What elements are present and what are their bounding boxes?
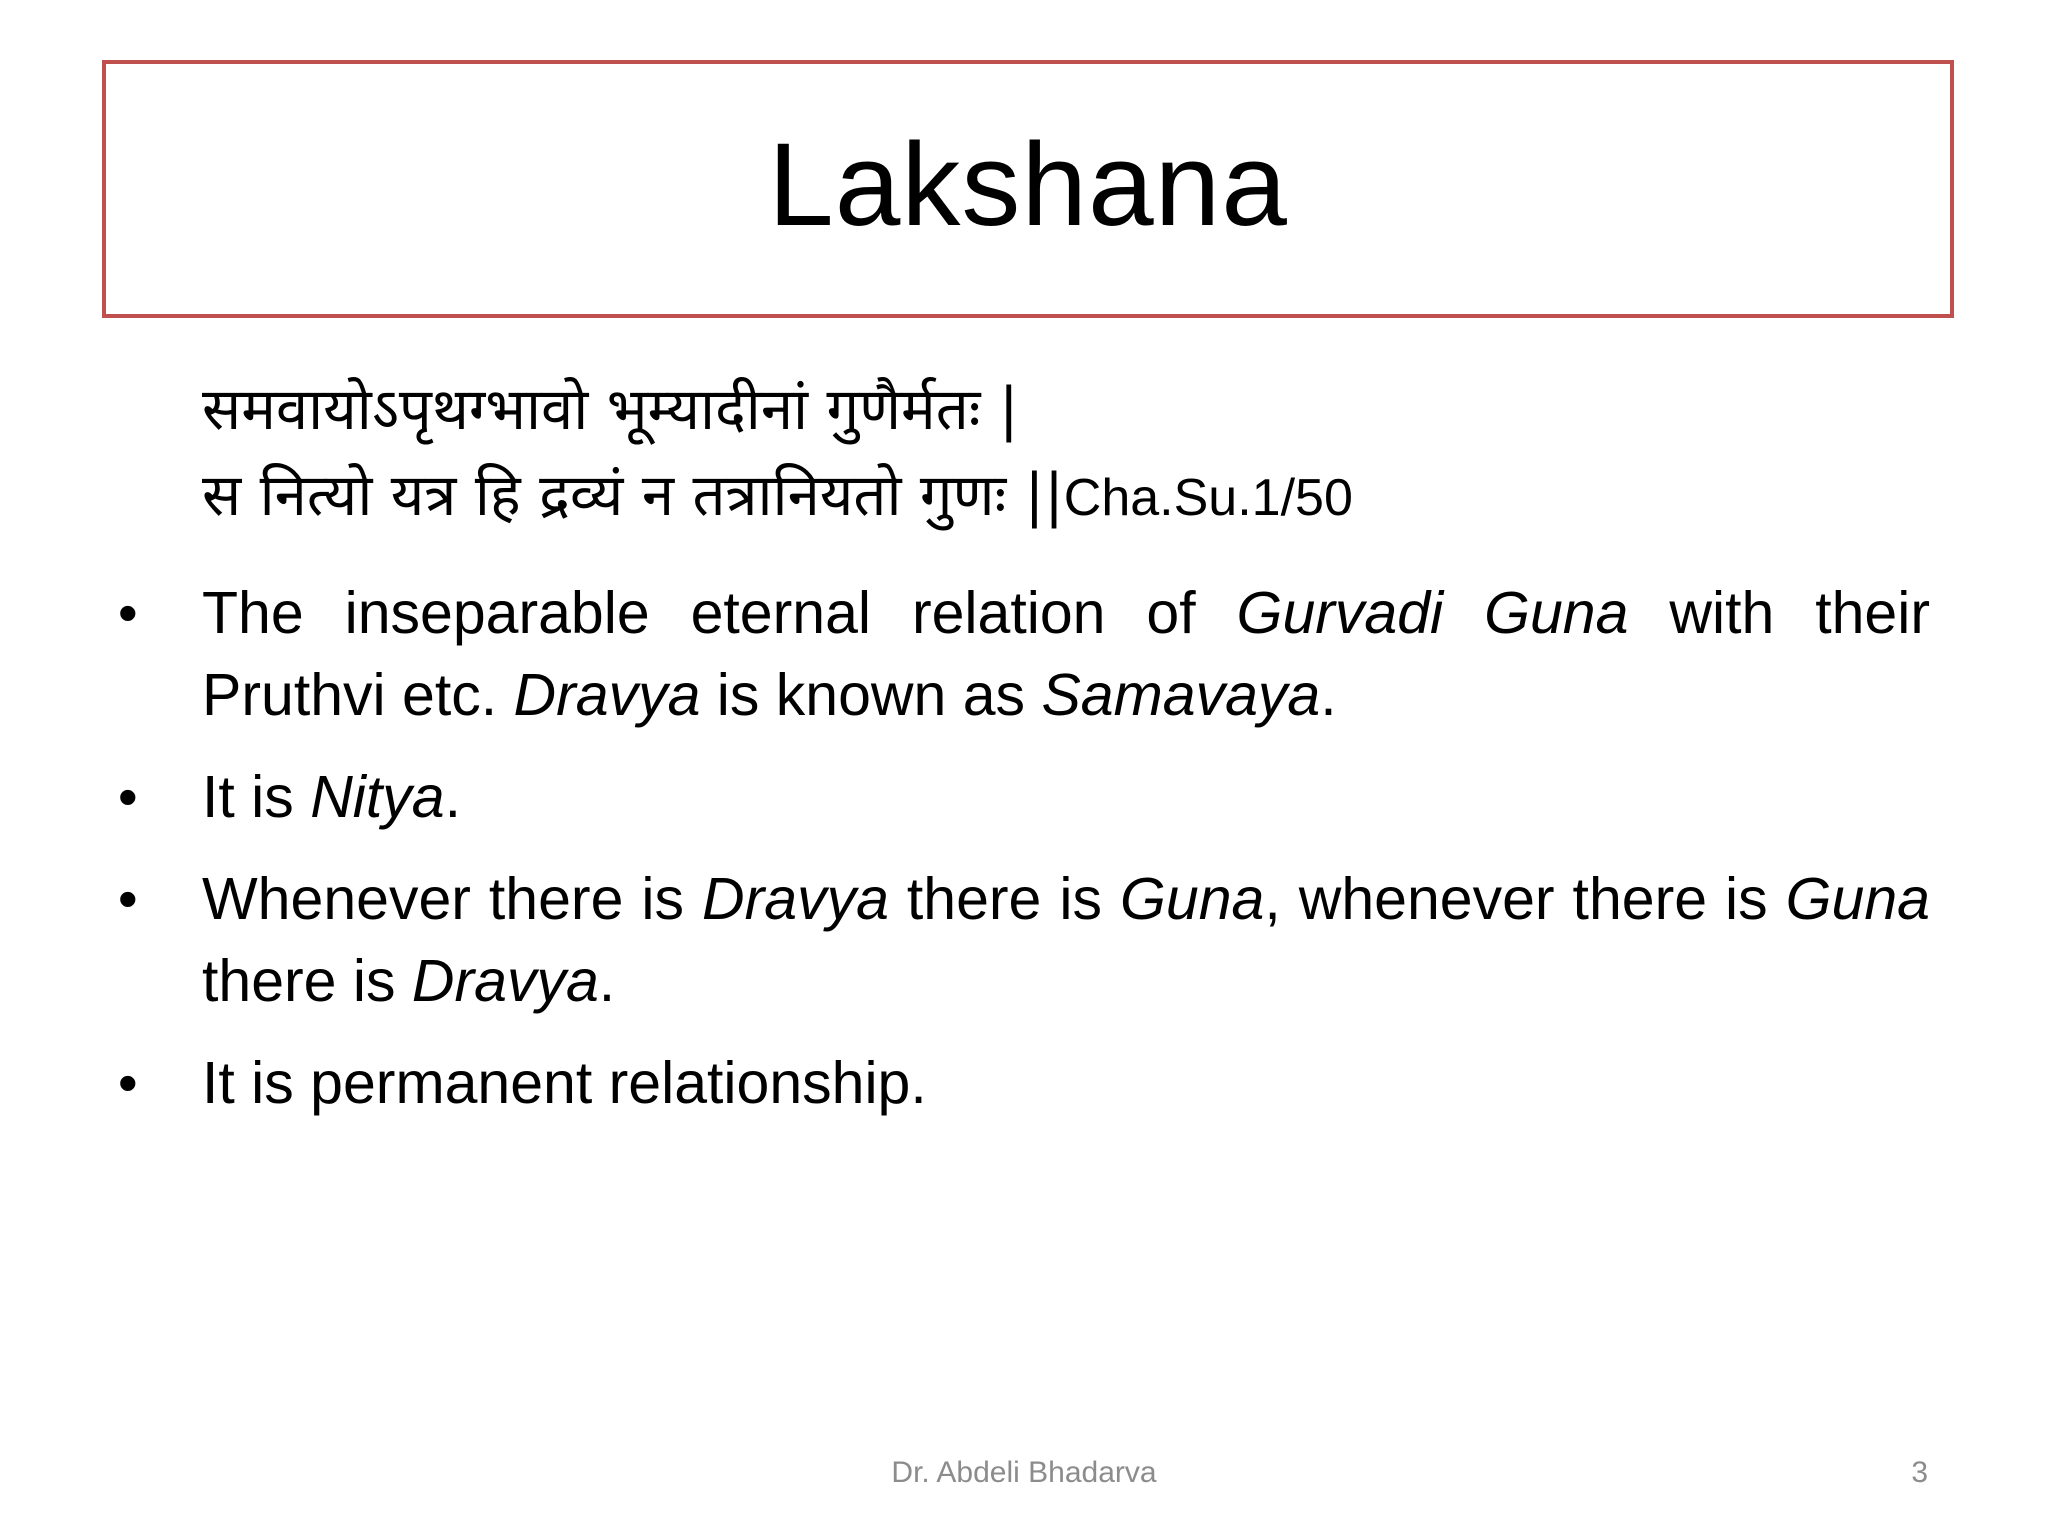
bullet-text: It is permanent relationship. [202, 1050, 927, 1116]
slide-title: Lakshana [768, 119, 1288, 251]
bullet-text: Whenever there is [202, 866, 702, 932]
bullet-list [118, 572, 1930, 1144]
bullet-text-italic: Gurvadi Guna [1236, 580, 1629, 646]
bullet-text-italic: Samavaya [1041, 662, 1321, 728]
bullet-dot: • [118, 867, 138, 930]
bullet-text: It is [202, 764, 311, 830]
bullet-item [118, 858, 1930, 1022]
bullet-text-italic: Dravya [513, 662, 701, 728]
bullet-text-italic: Dravya [702, 866, 889, 932]
verse-line-1 [202, 366, 1922, 452]
bullet-text-italic: Nitya [310, 764, 445, 830]
verse-line-2 [202, 452, 1922, 541]
bullet-text: . [444, 764, 462, 830]
bullet-text: . [598, 948, 616, 1014]
bullet-text: there is [202, 948, 412, 1014]
bullet-item [118, 1042, 1930, 1124]
bullet-dot: • [118, 1051, 138, 1114]
bullet-dot: • [118, 581, 138, 644]
bullet-text-italic: Dravya [411, 948, 599, 1014]
bullet-text: , whenever there is [1264, 866, 1786, 932]
bullet-dot: • [118, 765, 138, 828]
bullet-text: The inseparable eternal relation of [202, 580, 1237, 646]
bullet-text-italic: Guna [1785, 866, 1930, 932]
bullet-text: there is [888, 866, 1120, 932]
bullet-text: with their Pruthvi etc. [202, 580, 1931, 728]
bullet-item [118, 756, 1930, 838]
bullet-text: is known as [700, 662, 1042, 728]
footer-author: Dr. Abdeli Bhadarva [891, 1456, 1157, 1489]
sanskrit-verse [202, 366, 1922, 541]
verse-line-1-text: समवायोऽपृथग्भावो भूम्यादीनां गुणैर्मतः | [202, 375, 1019, 443]
bullet-text-italic: Guna [1120, 866, 1265, 932]
bullet-text: . [1320, 662, 1337, 728]
verse-line-2-text: स नित्यो यत्र हि द्रव्यं न तत्रानियतो गुणः || [202, 461, 1064, 529]
bullet-item [118, 572, 1930, 736]
title-box [102, 60, 1954, 318]
verse-citation: Cha.Su.1/50 [1063, 469, 1353, 527]
page-number: 3 [1911, 1456, 1928, 1489]
